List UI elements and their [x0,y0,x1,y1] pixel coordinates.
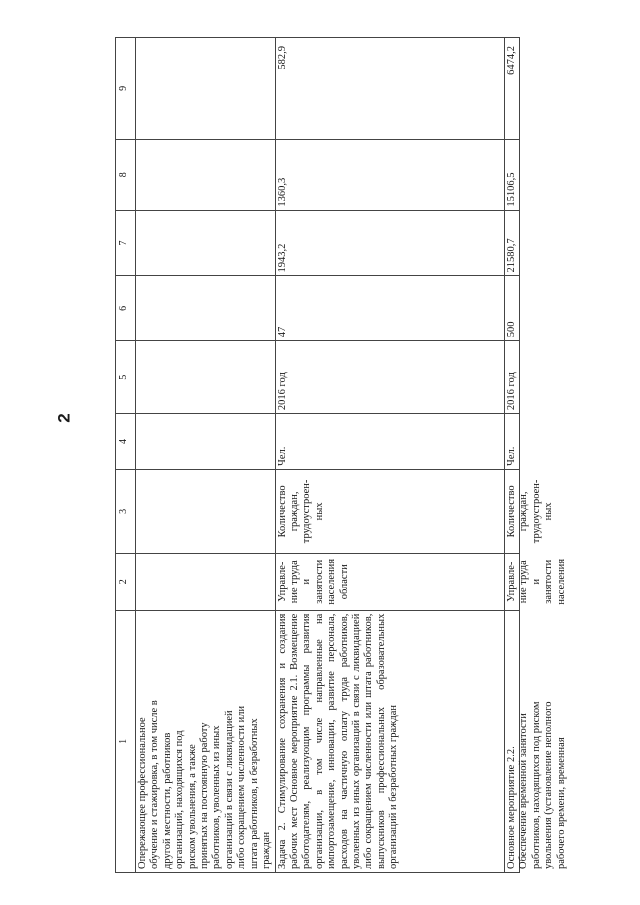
executor: Управле- ние труда и занятости населения области [276,554,504,611]
table-row [275,38,504,872]
unit: Чел. [276,414,504,470]
total-amount: 1943,2 [276,211,504,277]
quantity: 47 [276,276,504,341]
unit [136,414,275,470]
header-col-4: 4 [116,414,135,470]
quantity: 500 [505,276,519,341]
header-col-3: 3 [116,470,135,554]
header-col-5: 5 [116,341,135,414]
activity-description: Задача 2. Стимулирование сохранения и создания рабочих мест Основное мероприятие 2.1. Возмещение работодателям, реализующим программы развития организации, в том числе направленные на импортозамещение, инновации, развитие персонала, расходов на частичную оплату труда работников, уволенных из иных организаций в связи с ликвидацией либо сокращением численности или штата работников, выпускников профессиональных образовательных организаций и безработных граждан [276,613,400,869]
executor: Управле- ние труда и занятости населения [505,554,519,611]
unit: Чел. [505,414,519,470]
total-amount [136,211,275,277]
regional-amount [136,38,275,140]
header-col-6: 6 [116,276,135,341]
table-row [135,38,275,872]
regional-amount: 582,9 [276,38,504,140]
federal-amount: 15106,5 [505,140,519,211]
indicator-name [136,470,275,554]
period [136,341,275,414]
federal-amount: 1360,3 [276,140,504,211]
header-col-1: 1 [118,738,129,744]
indicator-name: Количество граждан, трудоустроен- ных [505,470,519,554]
regional-amount: 6474,2 [505,38,519,140]
period: 2016 год [505,341,519,414]
header-col-7: 7 [116,211,135,277]
indicator-name: Количество граждан, трудоустроен- ных [276,470,504,554]
header-col-2: 2 [116,554,135,611]
total-amount: 21580,7 [505,211,519,277]
activity-description: Опережающее профессиональное обучение и стажировка, в том числе в другой местности, работников организаций, находящихся под риском увольнения, а также принятых на постоянную работу работников, уволенных из иных организаций в связи с ликвидацией либо сокращением численности или штата работников, и безработных граждан [136,700,273,869]
table-row [504,38,567,872]
executor [136,554,275,611]
table-header-row [116,38,135,872]
header-col-8: 8 [116,140,135,211]
period: 2016 год [276,341,504,414]
federal-amount [136,140,275,211]
header-col-9: 9 [116,38,135,140]
quantity [136,276,275,341]
page-number: 2 [54,413,74,423]
program-table [115,37,567,873]
activity-description: Основное мероприятие 2.2. Обеспечение временной занятости работников, находящихся под риском увольнения (установление неполного рабочего времени, временная [506,701,567,869]
